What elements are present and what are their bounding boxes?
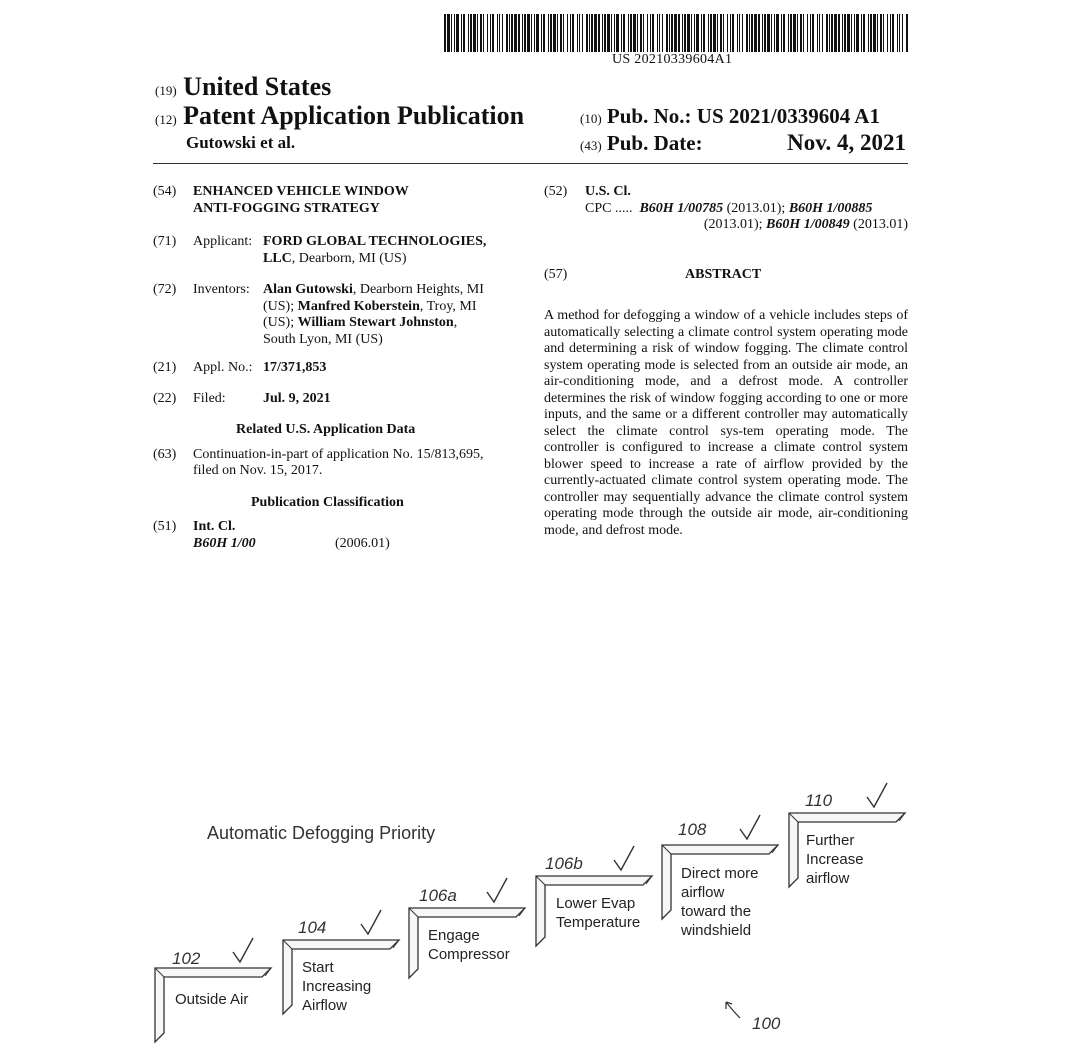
inventor-2-prefix: (US);: [263, 298, 298, 314]
cont-line-2: filed on Nov. 15, 2017.: [193, 463, 323, 478]
cpc-label: CPC .....: [585, 200, 633, 216]
cpc-class-2: B60H 1/00885: [788, 200, 873, 216]
inventor-2-loc: , Troy, MI: [419, 298, 477, 314]
applicant-name-2: LLC: [263, 250, 292, 266]
inventor-1: Alan Gutowski: [263, 282, 353, 297]
filed-label: Filed:: [193, 391, 226, 406]
filed-code: (22): [153, 391, 177, 406]
step-106a-check-icon: [487, 878, 507, 902]
step-108-label: Direct more airflow toward the windshield: [681, 865, 759, 939]
intcl-label: Int. Cl.: [193, 519, 236, 534]
inventor-3-city: South Lyon, MI (US): [263, 331, 383, 347]
step-106a-ref: 106a: [419, 886, 457, 905]
applicant-name-1: FORD GLOBAL TECHNOLOGIES,: [263, 234, 487, 249]
figure-title: Automatic Defogging Priority: [207, 823, 436, 843]
code-12: (12): [155, 112, 177, 127]
abstract-code: (57): [544, 267, 568, 282]
intcl-year: (2006.01): [335, 535, 390, 551]
inventor-short: Gutowski et al.: [186, 133, 296, 152]
step-106b-label: Lower Evap Temperature: [556, 895, 641, 931]
step-106b-ref: 106b: [545, 854, 583, 873]
title-line-2: ANTI-FOGGING STRATEGY: [193, 200, 380, 216]
inventor-3-loc: ,: [453, 315, 458, 330]
cpc-year-2: (2013.01);: [703, 217, 767, 232]
pub-date: Nov. 4, 2021: [787, 130, 906, 155]
intcl-code: (51): [153, 519, 177, 534]
cpc-year-3: (2013.01): [849, 217, 908, 232]
step-102-ref: 102: [172, 949, 201, 968]
code-19: (19): [155, 83, 177, 98]
uscl-label: U.S. Cl.: [585, 184, 631, 199]
uscl-code: (52): [544, 184, 568, 199]
step-110-check-icon: [867, 783, 887, 807]
step-104-ref: 104: [298, 918, 327, 937]
pub-no: US 2021/0339604 A1: [696, 104, 880, 128]
step-106a-label: Engage Compressor: [428, 927, 510, 963]
appl-code: (21): [153, 360, 177, 375]
appl-label: Appl. No.:: [193, 360, 253, 375]
step-110-label: Further Increase airflow: [806, 832, 864, 887]
inventor-3: William Stewart Johnston: [297, 315, 454, 330]
step-108-check-icon: [740, 815, 760, 839]
cont-code: (63): [153, 446, 177, 462]
barcode-number: US 20210339604A1: [612, 52, 733, 67]
country: United States: [183, 72, 332, 101]
code-43: (43): [580, 138, 602, 153]
inventors-label: Inventors:: [193, 282, 250, 297]
code-10: (10): [580, 111, 602, 126]
abstract-heading: ABSTRACT: [685, 267, 762, 282]
step-102-label: Outside Air: [175, 991, 249, 1008]
step-102-check-icon: [233, 938, 253, 962]
pubclass-heading: Publication Classification: [251, 494, 404, 510]
related-heading: Related U.S. Application Data: [236, 422, 416, 437]
pub-no-label: Pub. No.:: [606, 104, 692, 128]
pub-date-label: Pub. Date:: [606, 131, 703, 155]
applicant-code: (71): [153, 234, 177, 249]
inventor-3-prefix: (US);: [263, 315, 298, 330]
abstract-text: A method for defogging a window of a vehicle includes steps of automatically selecting a climate control system operating mode and determining a risk of window fogging. The climate control system operating mode is selected from an outside air mode, an air-conditioning mode, and a defrost mode. A controller determines the risk of window fogging according to one or more inputs, and the same or a different controller may automatically select the climate control sys-tem operating mode. The controller is configured to increase a climate control system blower speed to increase a rate of airflow provided by the currently-actuated climate control system operating mode. The controller may sequentially advance the climate control system operating mode through the outside air mode, air-conditioning mode, and defrost mode.: [544, 308, 908, 538]
step-104-check-icon: [361, 910, 381, 934]
inventor-2: Manfred Koberstein: [297, 298, 420, 314]
figure-ref: 100: [752, 1014, 781, 1033]
step-108-ref: 108: [678, 820, 707, 839]
applicant-label: Applicant:: [193, 234, 253, 249]
cpc-year-1: (2013.01);: [723, 200, 789, 216]
step-110-ref: 110: [805, 791, 833, 810]
pub-type: Patent Application Publication: [183, 101, 525, 130]
cpc-class-1: B60H 1/00785: [639, 200, 724, 216]
inventors-code: (72): [153, 282, 177, 297]
intcl-class: B60H 1/00: [193, 535, 256, 551]
filed-date: Jul. 9, 2021: [263, 391, 331, 406]
title-line-1: ENHANCED VEHICLE WINDOW: [193, 184, 409, 199]
step-106b-check-icon: [614, 846, 634, 870]
appl-no: 17/371,853: [263, 360, 327, 375]
inventor-1-loc: , Dearborn Heights, MI: [352, 282, 484, 297]
title-code: (54): [153, 184, 177, 199]
cont-line-1: Continuation-in-part of application No. 15/813,695,: [193, 446, 484, 462]
step-104-label: Start Increasing Airflow: [302, 959, 372, 1014]
applicant-location: , Dearborn, MI (US): [291, 250, 407, 266]
cpc-class-3: B60H 1/00849: [766, 217, 850, 232]
figure-ref-arrow: [726, 1002, 740, 1018]
